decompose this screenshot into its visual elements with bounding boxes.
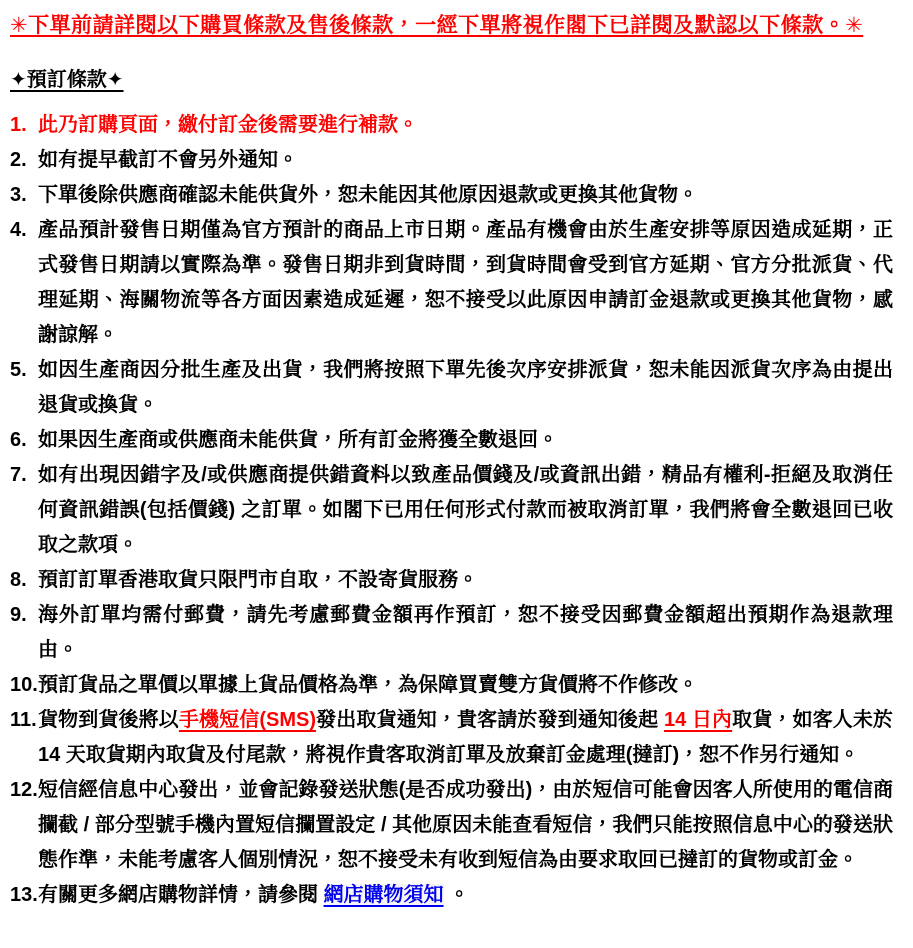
term-number: 2. [10, 149, 27, 171]
term-number: 5. [10, 359, 27, 381]
term-text: 有關更多網店購物詳情，請參閱 [38, 884, 324, 906]
term-item-8 [10, 563, 893, 598]
term-text: 如因生產商因分批生產及出貨，我們將按照下單先後次序安排派貨，恕未能因派貨次序為由提出退貨或換貨。 [38, 359, 893, 416]
red-underline-text: 手機短信(SMS) [178, 709, 317, 731]
term-item-3 [10, 178, 893, 213]
term-text: 海外訂單均需付郵費，請先考慮郵費金額再作預訂，恕不接受因郵費金額超出預期作為退款理由。 [38, 604, 893, 661]
term-content [38, 359, 893, 416]
term-content [38, 674, 698, 696]
term-number: 12. [10, 779, 38, 801]
term-number: 8. [10, 569, 27, 591]
term-text: 。 [443, 884, 470, 906]
term-text: 取貨，如客人未於 14 天取貨期內取貨及付尾款，將視作貴客取消訂單及放棄訂金處理(撻訂)，恕不作另行通知。 [38, 709, 894, 766]
term-content [38, 779, 893, 871]
term-number: 6. [10, 429, 27, 451]
term-text: 此乃訂購頁面，繳付訂金後需要進行補款。 [38, 114, 418, 136]
term-text: 發出取貨通知，貴客請於發到通知後起 [316, 709, 664, 731]
term-number: 11. [10, 709, 37, 731]
term-item-5 [10, 353, 893, 423]
term-item-2 [10, 143, 893, 178]
term-content [38, 604, 893, 661]
term-item-6 [10, 423, 893, 458]
term-number: 3. [10, 184, 27, 206]
store-shopping-guide-link[interactable]: 網店購物須知 [323, 884, 444, 906]
pre-order-warning-notice: ✳下單前請詳閱以下購買條款及售後條款，一經下單將視作閣下已詳閱及默認以下條款。✳ [10, 14, 864, 37]
term-content [38, 114, 418, 136]
term-item-1 [10, 108, 893, 143]
term-content [38, 464, 893, 556]
term-content [38, 429, 558, 451]
term-number: 10. [10, 674, 38, 696]
term-text: 預訂訂單香港取貨只限門市自取，不設寄貨服務。 [38, 569, 478, 591]
red-underline-text: 14 日內 [663, 709, 733, 731]
term-number: 9. [10, 604, 27, 626]
term-text: 下單後除供應商確認未能供貨外，恕未能因其他原因退款或更換其他貨物。 [38, 184, 698, 206]
term-item-10 [10, 668, 893, 703]
term-text: 短信經信息中心發出，並會記錄發送狀態(是否成功發出)，由於短信可能會因客人所使用的電信商攔截 / 部分型號手機內置短信攔置設定 / 其他原因未能查看短信，我們只能按照信息中心的發送狀態作準，未能考慮客人個別情況，恕不接受未有收到短信為由要求取回已撻訂的貨物或訂金。 [38, 779, 893, 871]
term-item-12 [10, 773, 893, 878]
term-item-11 [10, 703, 893, 773]
term-item-7 [10, 458, 893, 563]
section-title: ✦預訂條款✦ [10, 69, 124, 91]
term-item-13 [10, 878, 893, 913]
term-text: 預訂貨品之單價以單據上貨品價格為準，為保障買賣雙方貨價將不作修改。 [38, 674, 698, 696]
term-text: 貨物到貨後將以 [38, 709, 179, 731]
term-number: 4. [10, 219, 27, 241]
term-text: 如有出現因錯字及/或供應商提供錯資料以致產品價錢及/或資訊出錯，精品有權利-拒絕及取消任何資訊錯誤(包括價錢) 之訂單。如閣下已用任何形式付款而被取消訂單，我們將會全數退回已收取之款項。 [38, 464, 893, 556]
term-number: 13. [10, 884, 38, 906]
term-item-4 [10, 213, 893, 353]
term-item-9 [10, 598, 893, 668]
term-text: 如有提早截訂不會另外通知。 [38, 149, 298, 171]
term-number: 7. [10, 464, 27, 486]
term-text: 產品預計發售日期僅為官方預計的商品上市日期。產品有機會由於生產安排等原因造成延期，正式發售日期請以實際為準。發售日期非到貨時間，到貨時間會受到官方延期、官方分批派貨、代理延期、海關物流等各方面因素造成延遲，恕不接受以此原因申請訂金退款或更換其他貨物，感謝諒解。 [38, 219, 893, 346]
term-content [38, 569, 478, 591]
term-content [38, 709, 893, 766]
preorder-terms-document [0, 13, 913, 948]
term-content [38, 884, 469, 906]
terms-list [10, 108, 893, 913]
term-content [38, 149, 298, 171]
term-content [38, 184, 698, 206]
term-content [38, 219, 893, 346]
term-text: 如果因生產商或供應商未能供貨，所有訂金將獲全數退回。 [38, 429, 558, 451]
term-number: 1. [10, 114, 27, 136]
